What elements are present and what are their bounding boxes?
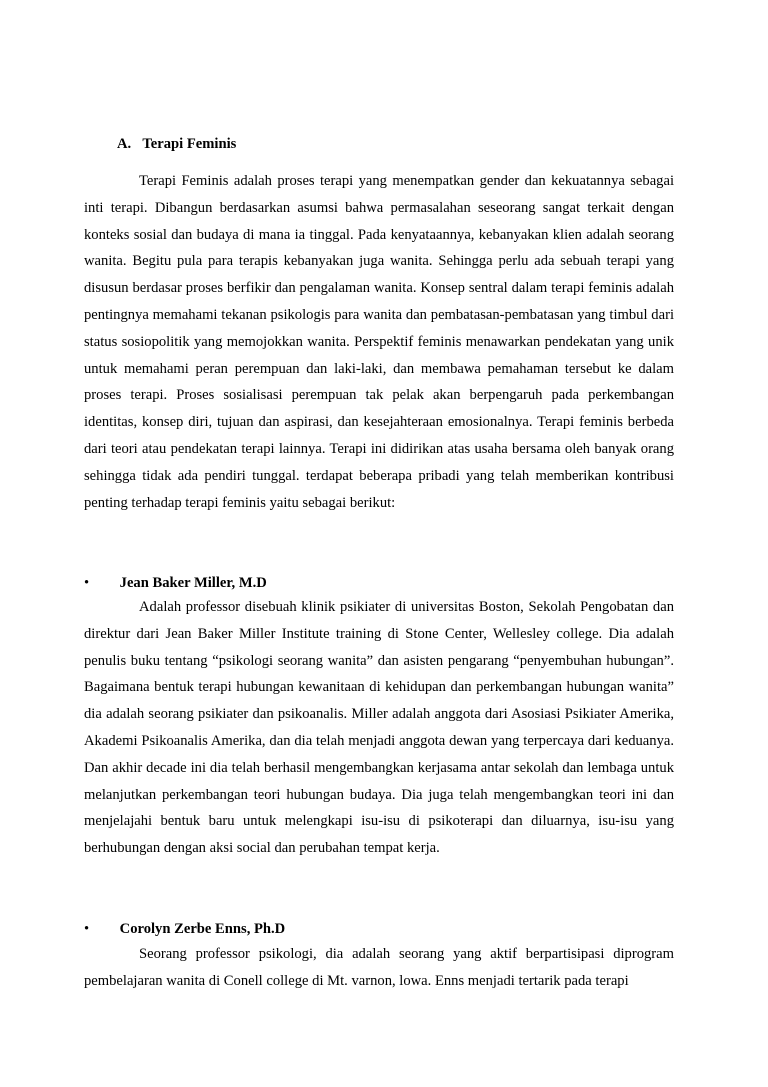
bullet-paragraph-2: Seorang professor psikologi, dia adalah seorang yang aktif berpartisipasi diprogram pembelajaran wanita di Conell college di Mt. varnon, lowa. Enns menjadi tertarik pada terapi [84, 946, 674, 989]
bullet-paragraph-1: Adalah professor disebuah klinik psikiater di universitas Boston, Sekolah Pengobatan dan direktur dari Jean Baker Miller Institute training di Stone Center, Wellesley college. Dia adalah penulis buku tentang “psikologi seorang wanita” dan asisten pengarang “penyembuhan hubungan”. Bagaimana bentuk terapi hubungan kewanitaan di kehidupan dan perkembangan hubungan wanita” dia adalah seorang psikiater dan psikoanalis. Miller adalah anggota dari Asosiasi Psikiater Amerika, Akademi Psikoanalis Amerika, dan dia telah menjadi anggota dewan yang terpercaya dari keduanya. Dan akhir decade ini dia telah berhasil mengembangkan kerjasama antar sekolah dan lembaga untuk melanjutkan perkembangan teori hubungan budaya. Dia juga telah mengembangkan teori ini dan menjelajahi bentuk baru untuk melengkapi isu-isu di psikoterapi dan diluarnya, isu-isu yang berhubungan dengan aksi social dan perubahan tempat kerja. [84, 599, 674, 857]
bullet-heading-1 [84, 570, 267, 596]
bullet-paragraph-block-1 [84, 594, 674, 862]
bullet-paragraph-block-2 [84, 941, 674, 995]
bullet-name-2: Corolyn Zerbe Enns, Ph.D [119, 921, 286, 937]
section-number: A. [117, 136, 132, 152]
section-title: Terapi Feminis [142, 136, 237, 152]
bullet-heading-2 [84, 916, 285, 942]
section-heading [117, 131, 236, 157]
bullet-icon: • [84, 921, 90, 937]
section-paragraph: Terapi Feminis adalah proses terapi yang menempatkan gender dan kekuatannya sebagai inti terapi. Dibangun berdasarkan asumsi bahwa permasalahan seseorang sangat terkait dengan konteks sosial dan budaya di mana ia tinggal. Pada kenyataannya, kebanyakan klien adalah seorang wanita. Begitu pula para terapis kebanyakan juga wanita. Sehingga perlu ada sebuah terapi yang disusun berdasar proses berfikir dan pengalaman wanita. Konsep sentral dalam terapi feminis adalah pentingnya memahami tekanan psikologis para wanita dan pembatasan-pembatasan yang timbul dari status sosiopolitik yang memojokkan wanita. Perspektif feminis menawarkan pendekatan yang unik untuk memahami peran perempuan dan laki-laki, dan membawa pemahaman tersebut ke dalam proses terapi. Proses sosialisasi perempuan tak pelak akan berpengaruh pada perkembangan identitas, konsep diri, tujuan dan aspirasi, dan kesejahteraan emosionalnya. Terapi feminis berbeda dari teori atau pendekatan terapi lainnya. Terapi ini didirikan atas usaha bersama oleh banyak orang sehingga tidak ada pendiri tunggal. terdapat beberapa pribadi yang telah memberikan kontribusi penting terhadap terapi feminis yaitu sebagai berikut: [84, 173, 674, 511]
section-paragraph-block [84, 168, 674, 516]
bullet-icon: • [84, 575, 90, 591]
bullet-name-1: Jean Baker Miller, M.D [119, 575, 267, 591]
